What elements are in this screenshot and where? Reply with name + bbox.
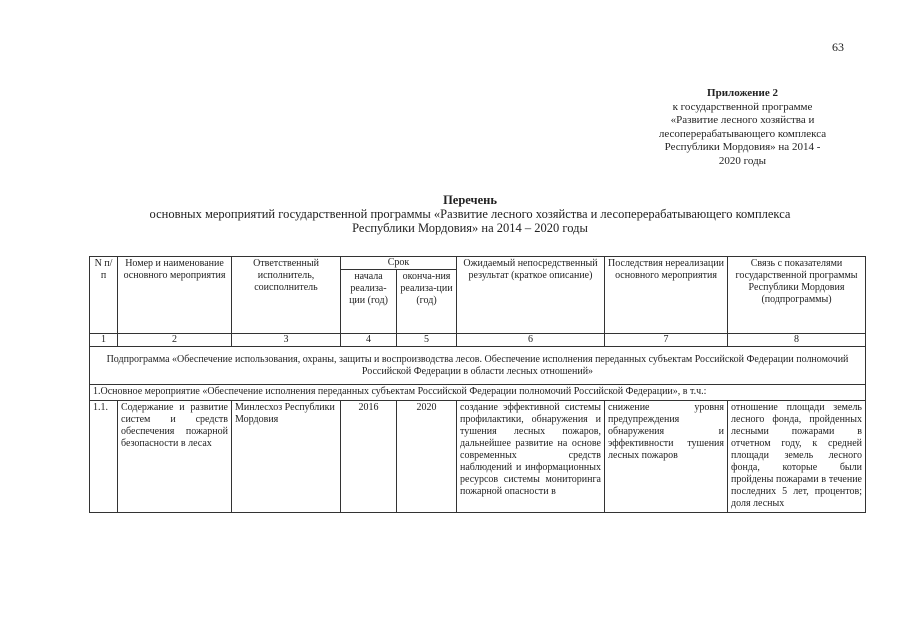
header-result: Ожидаемый непосредственный результат (краткое описание) [457,257,605,334]
header-name: Номер и наименование основного мероприятия [118,257,232,334]
column-number: 8 [728,334,866,347]
appendix-line: лесоперерабатывающего комплекса [658,127,827,140]
row-end: 2020 [397,401,457,513]
column-number: 6 [457,334,605,347]
row-num: 1.1. [90,401,118,513]
table-row [90,401,866,513]
header-end: оконча-ния реализа-ции (год) [397,270,457,334]
title-line: Республики Мордовия» на 2014 – 2020 годы [352,221,588,235]
header-consequences: Последствия нереализации основного мероприятия [605,257,728,334]
header-link: Связь с показателями государственной программы Республики Мордовия (подпрограммы) [728,257,866,334]
row-start: 2016 [341,401,397,513]
appendix-line: к государственной программе [672,100,813,113]
column-number: 1 [90,334,118,347]
appendix-line: Республики Мордовия» на 2014 - [664,141,821,153]
row-result: создание эффективной системы профилактики, обнаружения и тушения лесных пожаров, дальнейшее развитие на основе современных средств наблюдений и информационных ресурсов системы мониторинга пожарной опасности в [457,401,605,513]
column-number: 4 [341,334,397,347]
page-number: 63 [832,40,844,54]
column-number: 3 [232,334,341,347]
document-title [90,193,850,235]
header-num: N п/п [90,257,118,334]
row-consequences: снижение уровня предупреждения обнаружения и эффективности тушения лесных пожаров [605,401,728,513]
row-name: Содержание и развитие систем и средств обеспечения пожарной безопасности в лесах [118,401,232,513]
header-term: Срок [341,257,457,270]
title-line: основных мероприятий государственной программы «Развитие лесного хозяйства и лесоперерабатывающего комплекса [149,207,791,221]
appendix-block [640,87,845,168]
appendix-line: «Развитие лесного хозяйства и [670,114,815,126]
subprogram-row: Подпрограмма «Обеспечение использования, охраны, защиты и воспроизводства лесов. Обеспечение исполнения переданных субъектам Российской Федерации полномочий Российской Федерации в области лесных отношений» [90,347,866,385]
header-executor: Ответственный исполнитель, соисполнитель [232,257,341,334]
row-executor: Минлесхоз Республики Мордовия [232,401,341,513]
appendix-line: 2020 годы [718,154,767,167]
header-start: начала реализа-ции (год) [341,270,397,334]
column-number: 5 [397,334,457,347]
row-link: отношение площади земель лесного фонда, пройденных лесными пожарами в отчетном году, к средней площади земель лесного фонда, которые были пройдены пожарами в течение последних 5 лет, процентов; доля лесных [728,401,866,513]
activities-table [89,256,866,513]
column-number: 2 [118,334,232,347]
appendix-title: Приложение 2 [707,87,778,99]
main-activity-row: 1.Основное мероприятие «Обеспечение исполнения переданных субъектам Российской Федерации полномочий Российской Федерации», в т.ч.: [90,385,866,401]
title-heading: Перечень [443,193,497,207]
column-number: 7 [605,334,728,347]
